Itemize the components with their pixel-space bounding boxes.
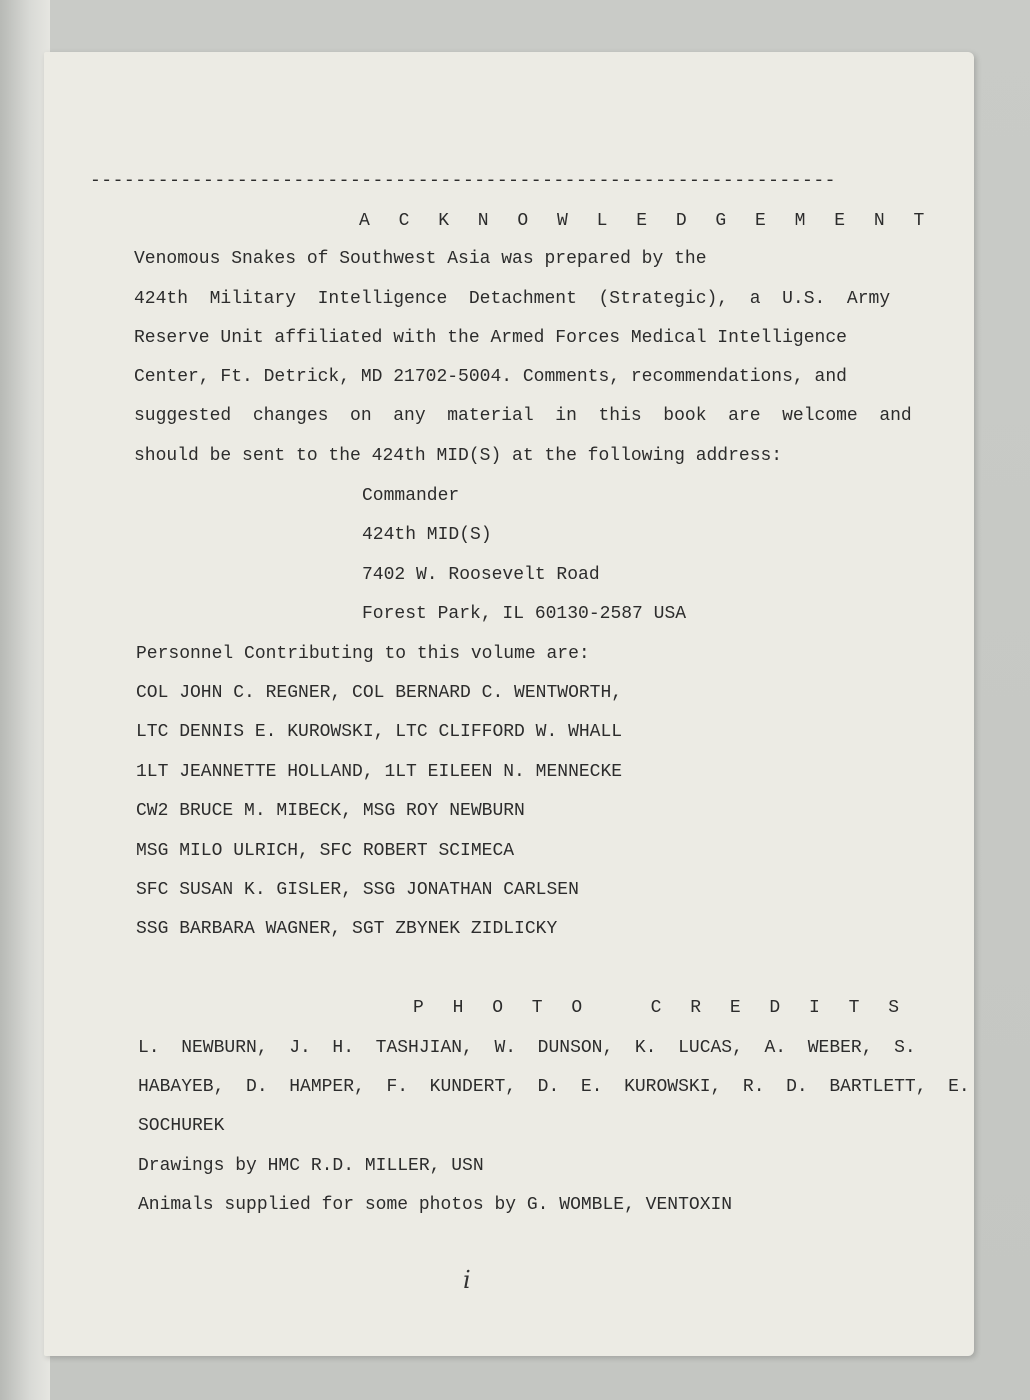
address-line-2: 424th MID(S) (362, 525, 492, 545)
ack-paragraph-line-3: Reserve Unit affiliated with the Armed Forces Medical Intelligence (134, 328, 847, 348)
photo-credits-heading: P H O T O C R E D I T S (413, 998, 909, 1018)
personnel-line-4: CW2 BRUCE M. MIBECK, MSG ROY NEWBURN (136, 801, 525, 821)
ack-paragraph-line-5: suggested changes on any material in this book are welcome and (134, 406, 912, 426)
ack-paragraph-line-2: 424th Military Intelligence Detachment (Strategic), a U.S. Army (134, 289, 891, 309)
credits-line-2: HABAYEB, D. HAMPER, F. KUNDERT, D. E. KUROWSKI, R. D. BARTLETT, E. (138, 1077, 970, 1097)
address-line-4: Forest Park, IL 60130-2587 USA (362, 604, 687, 624)
address-line-3: 7402 W. Roosevelt Road (362, 565, 600, 585)
personnel-line-5: MSG MILO ULRICH, SFC ROBERT SCIMECA (136, 841, 515, 861)
page-number: i (463, 1266, 471, 1294)
drawings-credit: Drawings by HMC R.D. MILLER, USN (138, 1156, 484, 1176)
address-line-1: Commander (362, 486, 460, 506)
animals-credit: Animals supplied for some photos by G. WOMBLE, VENTOXIN (138, 1195, 733, 1215)
divider-rule: ------------------------------------------------------------------ (90, 171, 836, 191)
personnel-intro: Personnel Contributing to this volume are: (136, 644, 590, 664)
personnel-line-6: SFC SUSAN K. GISLER, SSG JONATHAN CARLSEN (136, 880, 579, 900)
personnel-line-3: 1LT JEANNETTE HOLLAND, 1LT EILEEN N. MENNECKE (136, 762, 623, 782)
acknowledgement-heading: A C K N O W L E D G E M E N T (359, 211, 934, 231)
ack-paragraph-line-6: should be sent to the 424th MID(S) at the following address: (134, 446, 783, 466)
credits-line-3: SOCHUREK (138, 1116, 225, 1136)
credits-line-1: L. NEWBURN, J. H. TASHJIAN, W. DUNSON, K. LUCAS, A. WEBER, S. (138, 1038, 916, 1058)
personnel-line-1: COL JOHN C. REGNER, COL BERNARD C. WENTWORTH, (136, 683, 623, 703)
ack-paragraph-line-1: Venomous Snakes of Southwest Asia was prepared by the (134, 249, 707, 269)
personnel-line-2: LTC DENNIS E. KUROWSKI, LTC CLIFFORD W. WHALL (136, 722, 623, 742)
personnel-line-7: SSG BARBARA WAGNER, SGT ZBYNEK ZIDLICKY (136, 919, 558, 939)
ack-paragraph-line-4: Center, Ft. Detrick, MD 21702-5004. Comments, recommendations, and (134, 367, 847, 387)
book-spine-edge (0, 0, 50, 1400)
